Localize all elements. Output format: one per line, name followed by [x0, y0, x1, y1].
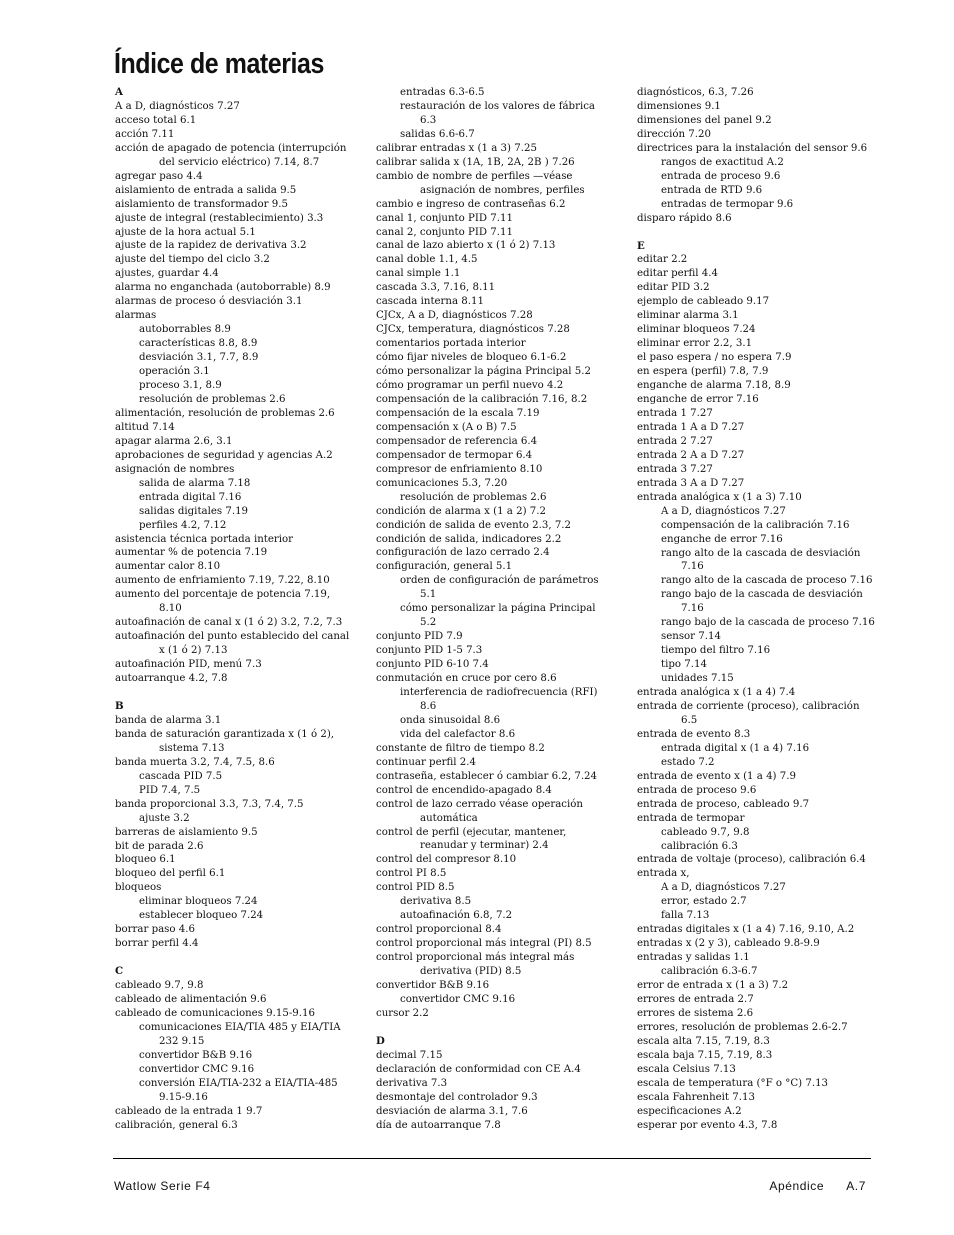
index-entry: cableado de alimentación 9.6: [115, 994, 267, 1006]
index-entry: compensación de la calibración 7.16: [661, 519, 850, 531]
index-entry: conjunto PID 7.9: [376, 631, 463, 643]
index-column-2: [376, 86, 624, 1133]
index-entry: 5.1: [420, 589, 437, 601]
index-entry: compensador de termopar 6.4: [376, 449, 533, 461]
index-entry: 8.6: [420, 700, 437, 712]
index-entry: salida de alarma 7.18: [139, 477, 251, 489]
index-entry: acceso total 6.1: [115, 114, 197, 126]
index-entry: derivativa 7.3: [376, 1077, 448, 1089]
index-entry: control de perfil (ejecutar, mantener,: [376, 826, 567, 838]
index-entry: entrada 1 7.27: [637, 407, 713, 419]
index-column-3: [637, 86, 885, 1133]
index-entry: ejemplo de cableado 9.17: [637, 296, 770, 308]
index-entry: compresor de enfriamiento 8.10: [376, 463, 543, 475]
index-entry: ajuste de la rapidez de derivativa 3.2: [115, 240, 307, 252]
index-entry: 7.16: [681, 561, 704, 573]
index-entry: convertidor B&B 9.16: [139, 1049, 253, 1061]
index-entry: cursor 2.2: [376, 1007, 429, 1019]
index-entry: control proporcional 8.4: [376, 924, 502, 936]
index-entry: ajuste 3.2: [139, 812, 190, 824]
index-entry: 6.3: [420, 114, 437, 126]
index-entry: control proporcional más integral más: [376, 952, 575, 964]
index-entry: dimensiones 9.1: [637, 100, 721, 112]
index-entry: condición de salida, indicadores 2.2: [376, 533, 562, 545]
index-entry: A a D, diagnósticos 7.27: [661, 882, 786, 894]
index-entry: PID 7.4, 7.5: [139, 784, 201, 796]
index-entry: rango alto de la cascada de desviación: [661, 547, 861, 559]
index-entry: editar PID 3.2: [637, 282, 710, 294]
index-entry: error, estado 2.7: [661, 896, 747, 908]
index-entry: borrar paso 4.6: [115, 924, 195, 936]
index-entry: comunicaciones EIA/TIA 485 y EIA/TIA: [139, 1021, 341, 1033]
section-gap: [115, 951, 363, 965]
index-entry: entrada de termopar: [637, 812, 745, 824]
index-entry: establecer bloqueo 7.24: [139, 910, 264, 922]
index-entry: asistencia técnica portada interior: [115, 533, 294, 545]
section-letter: B: [115, 699, 124, 712]
index-entry: entrada de evento x (1 a 4) 7.9: [637, 770, 796, 782]
index-entry: salidas 6.6-6.7: [400, 128, 475, 140]
index-entry: 7.16: [681, 603, 704, 615]
index-entry: en espera (perfil) 7.8, 7.9: [637, 366, 769, 378]
index-entry: entrada x,: [637, 868, 690, 880]
index-entry: cableado de comunicaciones 9.15-9.16: [115, 1008, 315, 1019]
index-entry: resolución de problemas 2.6: [400, 491, 547, 503]
index-entry: acción de apagado de potencia (interrupción: [115, 142, 347, 154]
index-entry: convertidor B&B 9.16: [376, 980, 490, 991]
index-entry: entradas de termopar 9.6: [661, 198, 794, 210]
footer-page-ref: [769, 1179, 866, 1193]
section-gap: [115, 686, 363, 700]
index-entry: apagar alarma 2.6, 3.1: [115, 435, 233, 447]
index-entry: entrada analógica x (1 a 3) 7.10: [637, 491, 802, 503]
index-entry: cómo personalizar la página Principal 5.2: [376, 366, 591, 378]
index-entry: conmutación en cruce por cero 8.6: [376, 673, 557, 685]
index-entry: autoborrables 8.9: [139, 324, 231, 336]
index-entry: esperar por evento 4.3, 7.8: [637, 1119, 778, 1131]
index-entry: falla 7.13: [661, 910, 710, 922]
section-letter: D: [376, 1034, 385, 1047]
footer-divider: [113, 1158, 871, 1159]
index-entry: alarma no enganchada (autoborrable) 8.9: [115, 282, 331, 294]
section-gap: [376, 1021, 624, 1035]
index-entry: acción 7.11: [115, 128, 175, 140]
index-entry: cableado 9.7, 9.8: [115, 980, 204, 992]
index-entry: cambio e ingreso de contraseñas 6.2: [376, 198, 566, 210]
section-gap: [637, 226, 885, 240]
index-entry: resolución de problemas 2.6: [139, 393, 286, 405]
index-entry: cascada 3.3, 7.16, 8.11: [376, 282, 496, 294]
index-entry: el paso espera / no espera 7.9: [637, 352, 792, 364]
index-entry: entrada 2 A a D 7.27: [637, 449, 745, 461]
index-entry: rango bajo de la cascada de desviación: [661, 589, 863, 601]
index-entry: errores de sistema 2.6: [637, 1007, 754, 1019]
index-entry: entrada 3 7.27: [637, 463, 713, 475]
index-entry: A a D, diagnósticos 7.27: [661, 505, 786, 517]
index-entry: tipo 7.14: [661, 659, 707, 671]
index-entry: entrada de proceso 9.6: [661, 170, 781, 182]
index-entry: entradas 6.3-6.5: [400, 87, 485, 98]
index-entry: entrada digital x (1 a 4) 7.16: [661, 742, 810, 754]
index-entry: condición de alarma x (1 a 2) 7.2: [376, 505, 546, 517]
index-entry: 6.5: [681, 714, 698, 726]
index-entry: editar 2.2: [637, 254, 688, 266]
index-entry: entrada de RTD 9.6: [661, 184, 763, 196]
index-entry: enganche de error 7.16: [637, 394, 759, 406]
index-entry: vida del calefactor 8.6: [400, 728, 516, 740]
index-entry: 8.10: [159, 603, 182, 615]
index-entry: aprobaciones de seguridad y agencias A.2: [115, 449, 333, 461]
index-entry: entradas y salidas 1.1: [637, 952, 750, 964]
index-entry: errores de entrada 2.7: [637, 994, 754, 1005]
index-entry: eliminar bloqueos 7.24: [139, 896, 258, 908]
index-entry: ajuste de la hora actual 5.1: [115, 226, 256, 238]
index-entry: entrada de proceso 9.6: [637, 784, 757, 796]
index-entry: banda de alarma 3.1: [115, 714, 222, 726]
index-entry: cómo personalizar la página Principal: [400, 603, 596, 615]
index-entry: aislamiento de entrada a salida 9.5: [115, 184, 297, 196]
index-entry: autoafinación del punto establecido del canal: [115, 631, 350, 643]
index-entry: cableado 9.7, 9.8: [661, 826, 750, 838]
footer-publication: Watlow Serie F4: [114, 1179, 211, 1193]
index-entry: rangos de exactitud A.2: [661, 156, 784, 168]
index-entry: ajuste de integral (restablecimiento) 3.3: [115, 212, 324, 224]
index-entry: operación 3.1: [139, 366, 210, 378]
index-entry: entrada 2 7.27: [637, 435, 713, 447]
index-entry: escala Fahrenheit 7.13: [637, 1091, 755, 1103]
index-entry: CJCx, temperatura, diagnósticos 7.28: [376, 324, 570, 336]
index-entry: configuración de lazo cerrado 2.4: [376, 547, 550, 559]
index-entry: derivativa (PID) 8.5: [420, 966, 522, 978]
index-entry: continuar perfil 2.4: [376, 756, 476, 768]
index-entry: autoafinación 6.8, 7.2: [400, 910, 513, 922]
index-entry: barreras de aislamiento 9.5: [115, 826, 258, 838]
index-entry: control proporcional más integral (PI) 8.5: [376, 938, 592, 950]
index-entry: decimal 7.15: [376, 1049, 443, 1061]
index-entry: tiempo del filtro 7.16: [661, 645, 771, 657]
index-entry: error de entrada x (1 a 3) 7.2: [637, 980, 789, 992]
index-entry: alarmas de proceso ó desviación 3.1: [115, 296, 303, 308]
index-entry: ajuste del tiempo del ciclo 3.2: [115, 254, 270, 266]
index-entry: condición de salida de evento 2.3, 7.2: [376, 519, 572, 531]
index-entry: rango bajo de la cascada de proceso 7.16: [661, 617, 875, 629]
index-entry: entrada analógica x (1 a 4) 7.4: [637, 687, 796, 699]
index-entry: convertidor CMC 9.16: [400, 993, 516, 1005]
index-entry: disparo rápido 8.6: [637, 212, 732, 224]
index-entry: compensación de la escala 7.19: [376, 407, 540, 419]
index-entry: cableado de la entrada 1 9.7: [115, 1105, 263, 1117]
index-entry: asignación de nombres: [115, 463, 235, 475]
index-entry: cómo fijar niveles de bloqueo 6.1-6.2: [376, 352, 567, 364]
index-entry: ajustes, guardar 4.4: [115, 268, 219, 280]
index-entry: asignación de nombres, perfiles: [420, 184, 585, 196]
index-entry: 9.15-9.16: [159, 1091, 208, 1103]
index-entry: 5.2: [420, 617, 437, 629]
index-entry: cómo programar un perfil nuevo 4.2: [376, 380, 564, 392]
index-entry: errores, resolución de problemas 2.6-2.7: [637, 1021, 848, 1033]
index-entry: directrices para la instalación del sensor 9.6: [637, 142, 868, 154]
index-entry: banda muerta 3.2, 7.4, 7.5, 8.6: [115, 756, 275, 768]
index-entry: aislamiento de transformador 9.5: [115, 198, 288, 210]
index-entry: editar perfil 4.4: [637, 268, 718, 280]
index-entry: características 8.8, 8.9: [139, 338, 258, 350]
index-entry: canal de lazo abierto x (1 ó 2) 7.13: [376, 240, 556, 252]
index-entry: cambio de nombre de perfiles —véase: [376, 170, 573, 182]
index-entry: constante de filtro de tiempo 8.2: [376, 742, 545, 754]
index-entry: desmontaje del controlador 9.3: [376, 1091, 538, 1103]
index-entry: borrar perfil 4.4: [115, 938, 199, 950]
index-entry: calibrar salida x (1A, 1B, 2A, 2B ) 7.26: [376, 156, 575, 168]
index-entry: sistema 7.13: [159, 742, 225, 754]
section-letter: A: [115, 86, 123, 98]
index-entry: canal simple 1.1: [376, 268, 461, 280]
index-entry: interferencia de radiofrecuencia (RFI): [400, 686, 598, 698]
index-entry: sensor 7.14: [661, 631, 721, 643]
index-entry: entrada de voltaje (proceso), calibración 6.4: [637, 854, 866, 866]
index-entry: altitud 7.14: [115, 421, 175, 433]
index-entry: bloqueos: [115, 882, 162, 894]
page-title: Índice de materias: [114, 48, 324, 80]
index-entry: banda proporcional 3.3, 7.3, 7.4, 7.5: [115, 798, 304, 810]
index-entry: calibración 6.3: [661, 840, 738, 852]
index-entry: conjunto PID 1-5 7.3: [376, 645, 483, 657]
index-entry: escala baja 7.15, 7.19, 8.3: [637, 1049, 773, 1061]
index-entry: calibración 6.3-6.7: [661, 966, 758, 978]
index-entry: escala alta 7.15, 7.19, 8.3: [637, 1035, 770, 1047]
index-entry: dirección 7.20: [637, 128, 711, 140]
index-entry: conversión EIA/TIA-232 a EIA/TIA-485: [139, 1077, 338, 1089]
index-entry: desviación de alarma 3.1, 7.6: [376, 1105, 528, 1117]
index-entry: desviación 3.1, 7.7, 8.9: [139, 352, 259, 364]
index-entry: alimentación, resolución de problemas 2.6: [115, 407, 335, 419]
index-entry: especificaciones A.2: [637, 1105, 742, 1117]
index-entry: canal 1, conjunto PID 7.11: [376, 212, 513, 224]
index-entry: aumentar calor 8.10: [115, 561, 221, 573]
index-entry: comentarios portada interior: [376, 338, 526, 350]
index-entry: reanudar y terminar) 2.4: [420, 840, 549, 852]
index-entry: eliminar error 2.2, 3.1: [637, 338, 753, 350]
index-entry: aumentar % de potencia 7.19: [115, 547, 268, 559]
index-entry: bloqueo 6.1: [115, 854, 176, 866]
index-entry: rango alto de la cascada de proceso 7.16: [661, 575, 873, 587]
index-entry: banda de saturación garantizada x (1 ó 2),: [115, 728, 335, 740]
index-entry: convertidor CMC 9.16: [139, 1063, 255, 1075]
index-entry: conjunto PID 6-10 7.4: [376, 659, 489, 671]
index-entry: calibración, general 6.3: [115, 1119, 238, 1131]
index-entry: control del compresor 8.10: [376, 854, 517, 866]
index-entry: control de encendido-apagado 8.4: [376, 784, 552, 796]
index-entry: dimensiones del panel 9.2: [637, 114, 772, 126]
index-entry: control de lazo cerrado véase operación: [376, 798, 583, 810]
index-entry: canal doble 1.1, 4.5: [376, 254, 478, 266]
index-entry: canal 2, conjunto PID 7.11: [376, 226, 513, 238]
index-entry: proceso 3.1, 8.9: [139, 380, 222, 392]
index-entry: entradas x (2 y 3), cableado 9.8-9.9: [637, 938, 820, 950]
index-entry: alarmas: [115, 310, 157, 322]
index-entry: eliminar bloqueos 7.24: [637, 324, 756, 336]
index-entry: entrada 3 A a D 7.27: [637, 477, 745, 489]
index-entry: enganche de error 7.16: [661, 533, 783, 545]
index-entry: entrada de evento 8.3: [637, 728, 751, 740]
index-entry: salidas digitales 7.19: [139, 505, 249, 517]
index-entry: comunicaciones 5.3, 7.20: [376, 477, 508, 489]
index-entry: compensación x (A o B) 7.5: [376, 421, 517, 433]
index-entry: entrada de proceso, cableado 9.7: [637, 798, 810, 810]
index-entry: cascada PID 7.5: [139, 770, 223, 782]
index-entry: aumento de enfriamiento 7.19, 7.22, 8.10: [115, 575, 330, 587]
index-entry: autoafinación PID, menú 7.3: [115, 659, 262, 671]
index-entry: compensación de la calibración 7.16, 8.2: [376, 393, 588, 405]
index-entry: CJCx, A a D, diagnósticos 7.28: [376, 310, 533, 322]
index-entry: entradas digitales x (1 a 4) 7.16, 9.10, A.2: [637, 924, 855, 936]
index-entry: declaración de conformidad con CE A.4: [376, 1063, 581, 1075]
index-entry: entrada de corriente (proceso), calibración: [637, 700, 860, 712]
section-letter: E: [637, 239, 645, 252]
index-entry: compensador de referencia 6.4: [376, 435, 538, 447]
index-entry: onda sinusoidal 8.6: [400, 714, 501, 726]
index-column-1: [115, 86, 363, 1133]
index-entry: escala de temperatura (°F o °C) 7.13: [637, 1077, 829, 1089]
index-entry: cascada interna 8.11: [376, 296, 484, 308]
index-entry: orden de configuración de parámetros: [400, 575, 599, 587]
index-entry: estado 7.2: [661, 756, 715, 768]
index-entry: bloqueo del perfil 6.1: [115, 868, 226, 880]
index-entry: calibrar entradas x (1 a 3) 7.25: [376, 142, 537, 154]
index-entry: bit de parada 2.6: [115, 840, 204, 852]
index-entry: unidades 7.15: [661, 673, 734, 685]
index-entry: perfiles 4.2, 7.12: [139, 519, 227, 531]
footer-section: Apéndice: [769, 1179, 825, 1193]
index-entry: eliminar alarma 3.1: [637, 310, 739, 322]
index-entry: control PI 8.5: [376, 868, 447, 880]
index-entry: automática: [420, 812, 478, 824]
index-entry: derivativa 8.5: [400, 896, 472, 908]
index-entry: del servicio eléctrico) 7.14, 8.7: [159, 156, 320, 168]
index-entry: x (1 ó 2) 7.13: [159, 645, 228, 657]
index-entry: autoarranque 4.2, 7.8: [115, 673, 228, 685]
index-entry: 232 9.15: [159, 1035, 205, 1047]
index-entry: entrada 1 A a D 7.27: [637, 421, 745, 433]
index-entry: contraseña, establecer ó cambiar 6.2, 7.24: [376, 770, 598, 782]
index-entry: escala Celsius 7.13: [637, 1063, 736, 1075]
index-entry: diagnósticos, 6.3, 7.26: [637, 87, 754, 98]
footer-page-number: A.7: [846, 1179, 866, 1193]
index-entry: agregar paso 4.4: [115, 170, 203, 182]
index-entry: restauración de los valores de fábrica: [400, 100, 595, 112]
index-entry: control PID 8.5: [376, 882, 455, 894]
index-entry: configuración, general 5.1: [376, 561, 513, 573]
index-entry: día de autoarranque 7.8: [376, 1119, 501, 1131]
index-entry: entrada digital 7.16: [139, 491, 242, 503]
index-entry: autoafinación de canal x (1 ó 2) 3.2, 7.2, 7.3: [115, 617, 343, 629]
section-letter: C: [115, 965, 124, 978]
index-entry: A a D, diagnósticos 7.27: [115, 100, 240, 112]
index-entry: aumento del porcentaje de potencia 7.19,: [115, 589, 331, 601]
index-entry: enganche de alarma 7.18, 8.9: [637, 380, 791, 392]
